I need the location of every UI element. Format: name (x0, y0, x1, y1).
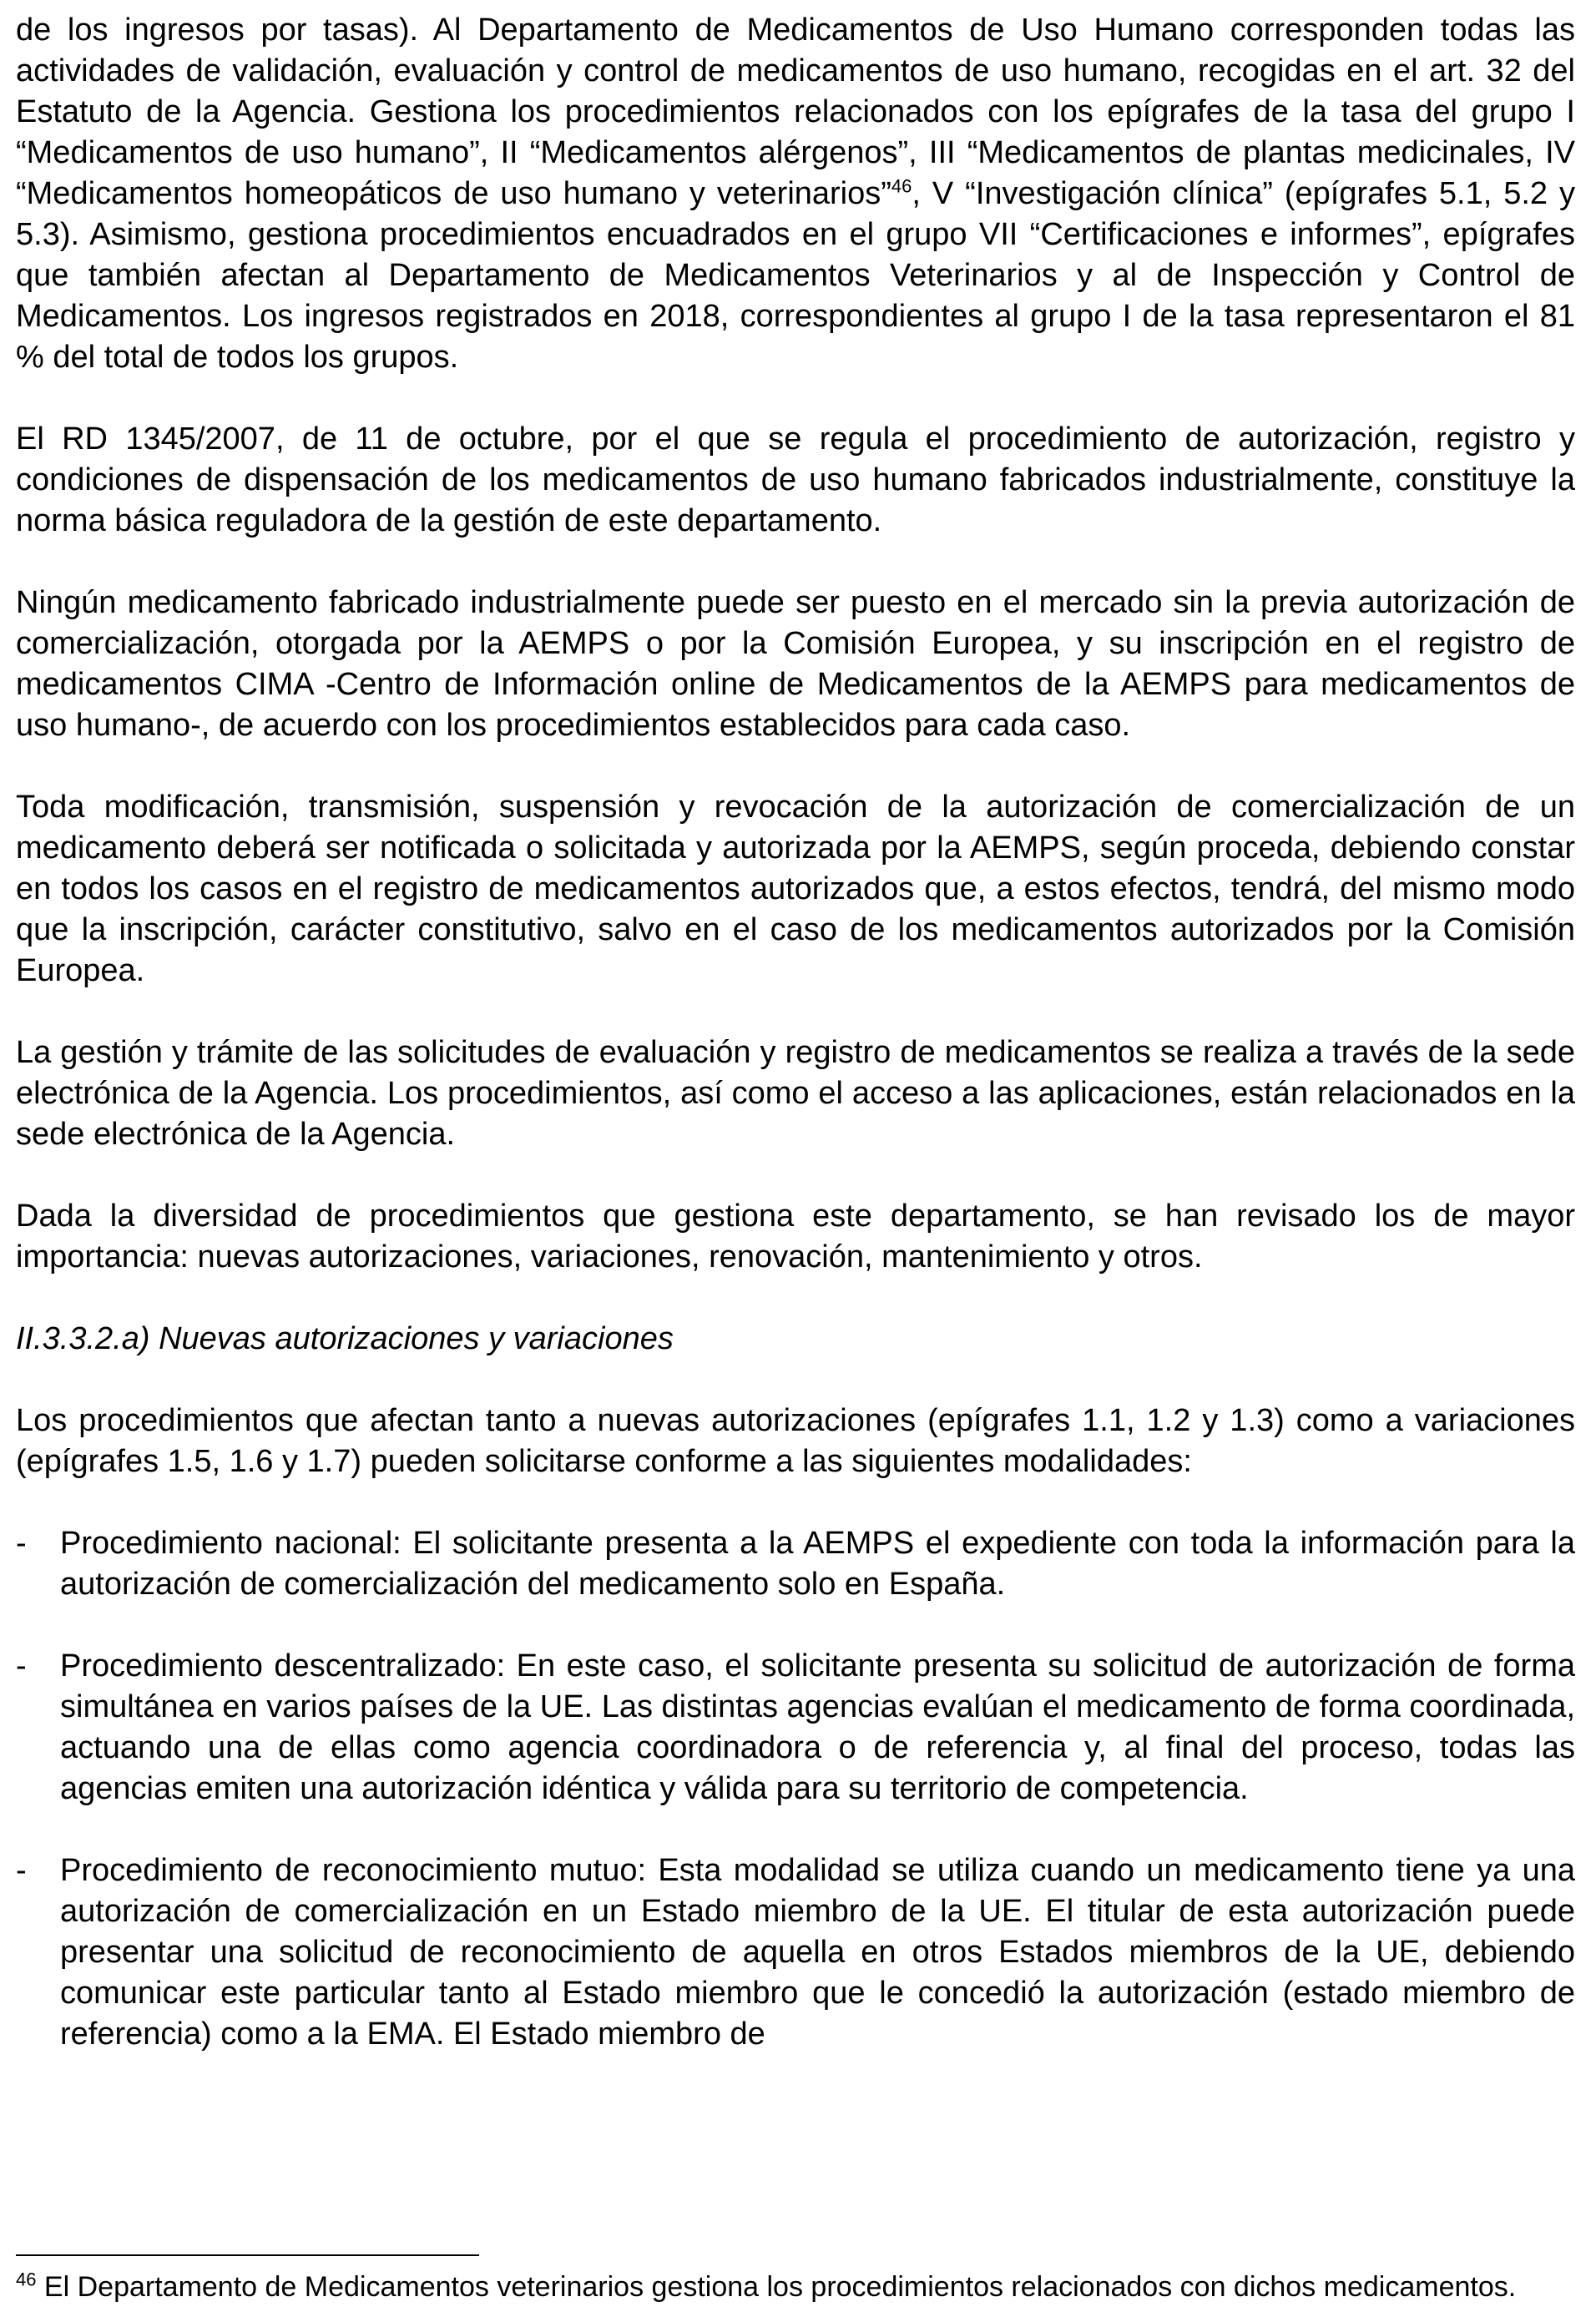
paragraph-procedures-reviewed: Dada la diversidad de procedimientos que gestiona este departamento, se han revisado los de mayor importancia: nuevas autorizaciones, variaciones, renovación, mantenimiento y otros. (16, 1199, 1575, 1275)
list-item-text: Procedimiento descentralizado: En este caso, el solicitante presenta su solicitud de autorización de forma simultánea en varios países de la UE. Las distintas agencias evalúan el medicamento de forma coordinada, actuando una de ellas como agencia coordinadora o de referencia y, al final del proceso, todas las agencias emiten una autorización idéntica y válida para su territorio de competencia. (60, 1648, 1575, 1806)
paragraph-regulation: El RD 1345/2007, de 11 de octubre, por el que se regula el procedimiento de autorización, registro y condiciones de dispensación de los medicamentos de uso humano fabricados industrialmente, constituye la norma básica reguladora de la gestión de este departamento. (16, 422, 1575, 538)
paragraph-modifications: Toda modificación, transmisión, suspensión y revocación de la autorización de comercialización de un medicamento deberá ser notificada o solicitada y autorizada por la AEMPS, según proceda, debiendo constar en todos los casos en el registro de medicamentos autorizados que, a estos efectos, tendrá, del mismo modo que la inscripción, carácter constitutivo, salvo en el caso de los medicamentos autorizados por la Comisión Europea. (16, 790, 1575, 988)
bullet-marker: - (16, 1853, 27, 1888)
list-item-text: Procedimiento de reconocimiento mutuo: Esta modalidad se utiliza cuando un medicamento tiene ya una autorización de comercialización en un Estado miembro de la UE. El titular de esta autorización puede presentar una solicitud de reconocimiento de aquella en otros Estados miembros de la UE, debiendo comunicar este particular tanto al Estado miembro que le concedió la autorización (estado miembro de referencia) como a la EMA. El Estado miembro de (60, 1853, 1575, 2052)
paragraph-department-activities (16, 10, 1575, 378)
section-heading: II.3.3.2.a) Nuevas autorizaciones y variaciones (16, 1321, 674, 1356)
paragraph-modalities-intro: Los procedimientos que afectan tanto a nuevas autorizaciones (epígrafes 1.1, 1.2 y 1.3) como a variaciones (epígrafes 1.5, 1.6 y 1.7) pueden solicitarse conforme a las siguientes modalidades: (16, 1403, 1575, 1479)
paragraph-electronic-office: La gestión y trámite de las solicitudes de evaluación y registro de medicamentos se realiza a través de la sede electrónica de la Agencia. Los procedimientos, así como el acceso a las aplicaciones, están relacionados en la sede electrónica de la Agencia. (16, 1035, 1575, 1152)
list-item (16, 1850, 1575, 2055)
list-item (16, 1646, 1575, 1810)
footnote-divider (16, 2254, 479, 2256)
paragraph-text-before-footnote: de los ingresos por tasas). Al Departamento de Medicamentos de Uso Humano corresponden todas las actividades de validación, evaluación y control de medicamentos de uso humano, recogidas en el art. 32 del Estatuto de la Agencia. Gestiona los procedimientos relacionados con los epígrafes de la tasa del grupo I “Medicamentos de uso humano”, II “Medicamentos alérgenos”, III “Medicamentos de plantas medicinales, IV “Medicamentos homeopáticos de uso humano y veterinarios” (16, 13, 1575, 211)
bullet-marker: - (16, 1526, 27, 1561)
document-body (16, 10, 1575, 2096)
list-item-text: Procedimiento nacional: El solicitante presenta a la AEMPS el expediente con toda la información para la autorización de comercialización del medicamento solo en España. (60, 1526, 1575, 1602)
paragraph-text-after-footnote: , V “Investigación clínica” (epígrafes 5.1, 5.2 y 5.3). Asimismo, gestiona procedimientos encuadrados en el grupo VII “Certificaciones e informes”, epígrafes que también afectan al Departamento de Medicamentos Veterinarios y al de Inspección y Control de Medicamentos. Los ingresos registrados en 2018, correspondientes al grupo I de la tasa representaron el 81 % del total de todos los grupos. (16, 176, 1575, 375)
list-item (16, 1523, 1575, 1605)
footnote (16, 2269, 1575, 2305)
paragraph-authorization: Ningún medicamento fabricado industrialmente puede ser puesto en el mercado sin la previa autorización de comercialización, otorgada por la AEMPS o por la Comisión Europea, y su inscripción en el registro de medicamentos CIMA -Centro de Información online de Medicamentos de la AEMPS para medicamentos de uso humano-, de acuerdo con los procedimientos establecidos para cada caso. (16, 585, 1575, 743)
footnote-number: 46 (16, 2269, 37, 2290)
footnote-reference: 46 (891, 175, 912, 197)
bullet-marker: - (16, 1648, 27, 1683)
footnote-text: El Departamento de Medicamentos veterinarios gestiona los procedimientos relacionados con dichos medicamentos. (36, 2271, 1517, 2303)
